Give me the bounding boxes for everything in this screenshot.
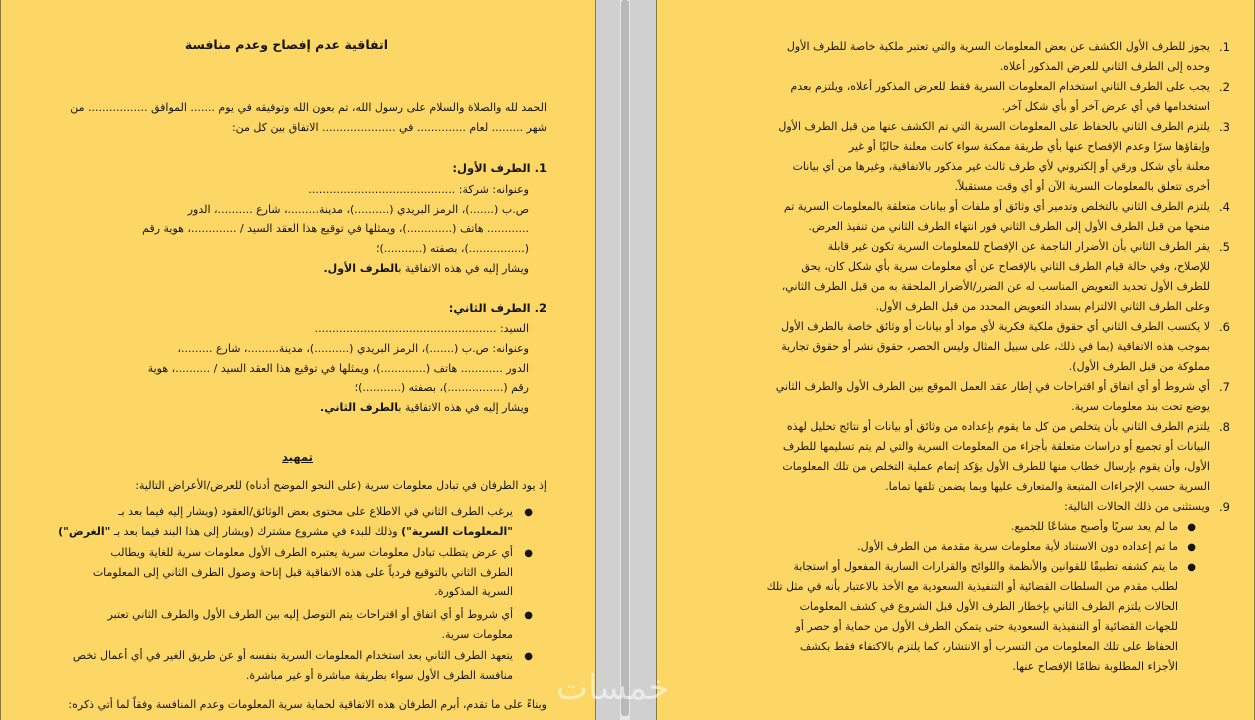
exception-1: ما لم يعد سريًا وأصبح مشاعًا للجميع. [1011,520,1178,533]
preamble-bullet-2-line-3: السرية المذكورة. [434,585,513,598]
exception-3-line-4: للجهات القضائية أو التنفيذية السعودية حتى يتمكن الطرف الأول من حماية أو حصر أو [795,620,1178,633]
bullet-icon: ● [1187,522,1196,533]
clause-7-line-2: يوضع تحت بند معلومات سرية. [1071,400,1210,413]
item-number: 7. [1219,380,1230,394]
clause-8-line-2: البيانات أو تجميع أو دراسات متعلقة بأجزاء من المعلومات السرية والتي لم يتم تسليمها للطرف [782,440,1210,453]
clause-8-line-1: يلتزم الطرف الثاني بأن يتخلص من كل ما يقوم بإعداده من وثائق أو بيانات أو نتائج تحليل لهذه [786,420,1210,433]
clause-4-line-2: منحها من قبل الطرف الأول إلى الطرف الثاني فور انتهاء الطرف الثاني من تنفيذ العرض. [808,220,1210,233]
exception-3-line-2: لطلب مقدم من السلطات القضائية أو التنفيذية السعودية مع الأخذ بالاعتبار بأنه في مثل تلك [766,580,1178,593]
clause-7-line-1: أي شروط أو أي اتفاق أو اقتراحات في إطار عقد العمل الموقع بين الطرف الأول والطرف الثاني [775,380,1210,393]
closing-paragraph: وبناءً على ما تقدم، أبرم الطرفان هذه الاتفاقية لحماية سرية المعلومات وعدم المنافسة وفقاً لما أتي ذكره: [68,698,547,711]
intro-line-2: شهر ......... لعام .............. في ..................... الاتفاق بين كل من: [231,121,547,134]
clause-8-line-4: السرية حسب الإجراءات المتبعة والمتعارف عليها وبما يضمن تلفها تماما. [885,480,1210,493]
clause-2-line-2: استخدامها في أي عرض آخر أو بأي شكل آخر. [1001,100,1210,113]
party2-reference: ويشار إليه في هذه الاتفاقية بالطرف الثاني. [320,401,529,414]
clause-6-line-3: مملوكة من قبل الطرف الأول). [1068,360,1210,373]
clause-6-line-1: لا يكتسب الطرف الثاني أي حقوق ملكية فكرية لأي مواد أو بيانات أو وثائق خاصة بالطرف الأول [781,320,1210,333]
clause-1-line-2: وحده إلى الطرف الثاني للعرض المذكور أعلاه. [999,60,1210,73]
document-page-left [0,0,596,720]
item-number: 9. [1219,500,1230,514]
clause-5-line-1: يقر الطرف الثاني بأن الأضرار الناجمة عن الإفصاح للمعلومات السرية تكون غير قابلة [827,240,1210,253]
bullet-icon: ● [1187,562,1196,573]
bullet-icon: ● [1187,542,1196,553]
clause-5-line-4: وعلى الطرف الثاني الالتزام بسداد التعويض المحدد من قبل الطرف الأول. [875,300,1210,313]
preamble-bullet-1-line-1: يرغب الطرف الثاني في الاطلاع على محتوى بعض الوثائق/العقود (ويشار إليه فيما بعد بـ [118,505,513,518]
preamble-bullet-1-line-2: "المعلومات السرية") وذلك للبدء في مشروع مشترك (ويشار إلى هذا البند فيما بعد بـ "الغرض") [58,525,513,538]
preamble-bullet-3-line-2: معلومات سرية. [441,628,513,641]
exception-3-line-3: الحالات يلتزم الطرف الثاني بإخطار الطرف الأول قبل الشروع في كشف المعلومات [799,600,1178,613]
party1-heading: 1. الطرف الأول: [452,161,547,175]
clause-8-line-3: الأول، وأن يقوم بإرسال خطاب منها للطرف الأول يؤكد إتمام عملية التخلص من تلك المعلومات [782,460,1210,473]
party2-line-2: وعنوانه: ص.ب (.......)، الرمز البريدي (..........)، مدينة.........، شارع .........، [177,342,529,355]
scrollbar-thumb[interactable] [621,0,629,716]
item-number: 8. [1219,420,1230,434]
party2-heading: 2. الطرف الثاني: [448,301,547,315]
clause-1-line-1: يجوز للطرف الأول الكشف عن بعض المعلومات السرية والتي تعتبر ملكية خاصة للطرف الأول [786,40,1210,53]
exception-3-line-5: الحفاظ على تلك المعلومات من التسرب أو الانتشار، كما يلتزم بالاكتفاء فقط بكشف [799,640,1178,653]
clause-5-line-2: للإصلاح، وفي حالة قيام الطرف الثاني بالإفصاح عن أي معلومات سرية بأي شكل كان، يحق [801,260,1210,273]
clause-3-line-4: أخرى تتعلق بالمعلومات السرية الآن أو أي وقت مستقبلاً. [954,180,1210,193]
preamble-bullet-2-line-2: الطرف الثاني بالتوقيع فردياً على هذه الاتفاقية قبل إتاحة وصول الطرف الثاني إلى المعلومات [92,566,513,579]
exception-3-line-6: الأجزاء المطلوبة نظامًا الإفصاح عنها. [1012,660,1178,673]
party1-line-3: ............ هاتف (.............)، ويمثلها في توقيع هذا العقد السيد / .............، هوية رقم [142,222,529,235]
item-number: 6. [1219,320,1230,334]
preamble-bullet-4-line-1: يتعهد الطرف الثاني بعد استخدام المعلومات السرية بنفسه أو عن طريق الغير في أي أعمال تخص [72,649,513,662]
party2-line-3: الدور ............ هاتف (.............)، ويمثلها في توقيع هذا العقد السيد / ..........، هوية [147,362,529,375]
clause-4-line-1: يلتزم الطرف الثاني بالتخلص وتدمير أي وثائق أو ملفات أو بيانات متعلقة بالمعلومات السرية تم [783,200,1210,213]
item-number: 1. [1219,40,1230,54]
preamble-bullet-4-line-2: منافسة الطرف الأول سواء بطريقة مباشرة أو غير مباشرة. [245,669,513,682]
party2-line-4: رقم (................)، بصفته (...........)؛ [354,381,529,394]
item-number: 5. [1219,240,1230,254]
clause-3-line-2: وإبقاؤها سرًا وعدم الإفصاح عنها بأي طريقة ممكنة سواء كانت معلنة حاليًا أو غير [848,140,1210,153]
preamble-intro: إذ يود الطرفان في تبادل معلومات سرية (على النحو الموضح أدناه) للعرض/الأعراض التالية: [135,479,547,492]
party1-line-4: (................)، بصفته (...........)؛ [376,242,529,255]
party1-line-2: ص.ب (.......)، الرمز البريدي (..........)، مدينة.........، شارع ..........، الدور [187,203,529,216]
bullet-icon: ● [524,651,533,662]
exception-3-line-1: ما يتم كشفه تطبيقًا للقوانين والأنظمة واللوائح والقرارات السارية المفعول أو استجابة [793,560,1178,573]
bullet-icon: ● [524,610,533,621]
clause-6-line-2: بموجب هذه الاتفاقية (بما في ذلك، على سبيل المثال وليس الحصر، حقوق نشر أو حقوق تجارية [781,340,1210,353]
bullet-icon: ● [524,507,533,518]
intro-line-1: الحمد لله والصلاة والسلام على رسول الله، تم بعون الله وتوفيقه في يوم ....... الموافق ................. من [70,101,547,114]
document-page-right [656,0,1255,720]
party1-reference: ويشار إليه في هذه الاتفاقية بالطرف الأول. [323,262,529,275]
clause-3-line-1: يلتزم الطرف الثاني بالحفاظ على المعلومات السرية التي تم الكشف عنها من قبل الطرف الأول [778,120,1210,133]
clause-3-line-3: معلنة بأي شكل ورقي أو إلكتروني لأي طرف ثالث غير مذكور بالاتفاقية، وغيرها من أي بيانات [792,160,1210,173]
exception-2: ما تم إعداده دون الاستناد لأية معلومات سرية مقدمة من الطرف الأول. [857,540,1178,553]
clause-2-line-1: يجب على الطرف الثاني استخدام المعلومات السرية فقط للعرض المذكور أعلاه، ويلتزم بعدم [790,80,1210,93]
item-number: 2. [1219,80,1230,94]
item-number: 4. [1219,200,1230,214]
watermark-logo: خمسات [556,668,670,708]
bullet-icon: ● [524,548,533,559]
preamble-bullet-2-line-1: أي عرض يتطلب تبادل معلومات سرية يعتبره الطرف الأول معلومات سرية للغاية ويطالب [110,546,513,559]
item-number: 3. [1219,120,1230,134]
clause-5-line-3: للطرف الأول تحديد التعويض المناسب له عن الضرر/الأضرار الملحقة به من قبل الطرف الثاني، [781,280,1210,293]
clause-9-line-1: ويستثنى من ذلك الحالات التالية: [1064,500,1210,513]
preamble-bullet-3-line-1: أي شروط أو أي اتفاق أو اقتراحات يتم التوصل إليه بين الطرف الأول والطرف الثاني تعتبر [107,608,513,621]
party1-line-1: وعنوانه: شركة: .......................................... [308,183,529,196]
document-title: اتفاقية عدم إفصاح وعدم منافسة [184,37,388,52]
party2-line-1: السيد: .................................................... [314,322,529,335]
preamble-heading: تمهيد [282,450,313,464]
